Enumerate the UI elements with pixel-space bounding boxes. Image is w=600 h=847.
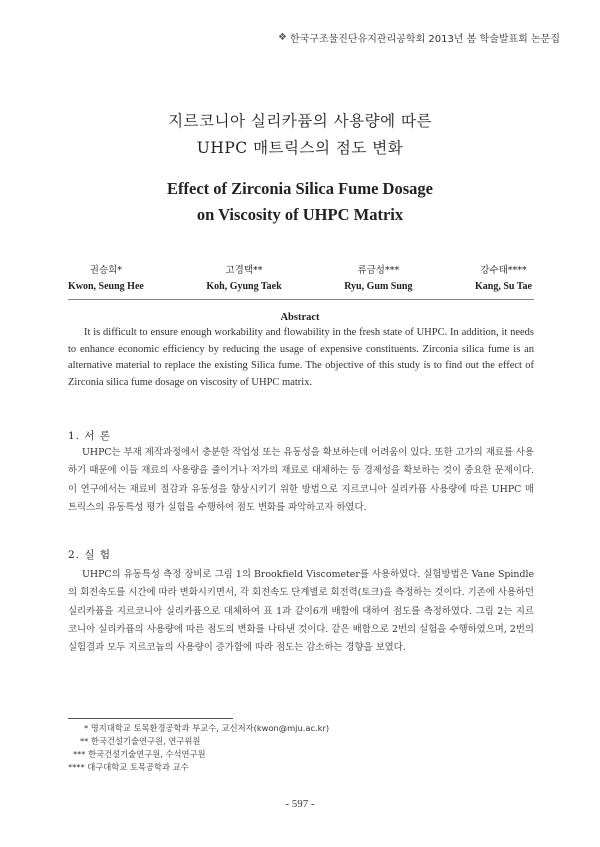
footnote: *** 한국건설기술연구원, 수석연구원 xyxy=(73,749,206,759)
footnote: ** 한국건설기술연구원, 연구위원 xyxy=(80,736,201,746)
author-korean-name: 강수태**** xyxy=(480,265,527,276)
page-number: - 597 - xyxy=(285,798,315,810)
section-text-introduction: UHPC는 부재 제작과정에서 충분한 작업성 또는 유동성을 확보하는데 어려움이 있다. 또한 고가의 재료를 사용하기 때문에 이들 재료의 사용량을 줄이거나 저가의 재료로 대체하는 등 경제성을 확보하는 것이 중요한 문제이다. 이 연구에서는 재료비 절감과 유동성을 향상시키기 위한 방법으로 지르코니아 실리카퓸 사용량에 따른 UHPC 매트릭스의 유동특성 평가 실험을 수행하여 점도 변화를 파악하고자 하였다. xyxy=(68,447,534,513)
author xyxy=(475,262,532,292)
section-heading-introduction: 1. 서 론 xyxy=(68,430,111,442)
footnote-divider xyxy=(68,718,233,719)
author-korean-name: 류금성*** xyxy=(357,265,400,276)
author xyxy=(344,262,412,292)
korean-title-line2: UHPC 매트릭스의 점도 변화 xyxy=(196,139,404,157)
journal-logo-icon: ❖ xyxy=(278,32,287,43)
korean-title xyxy=(0,108,600,162)
author-english-name: Kang, Su Tae xyxy=(475,281,532,292)
author xyxy=(206,262,281,292)
section-text-experiment: UHPC의 유동특성 측정 장비로 그림 1의 Brookfield Viscometer를 사용하였다. 실험방법은 Vane Spindle의 회전속도를 시간에 따라 변화시키면서, 각 회전속도 단계별로 회전력(토크)을 측정하는 것이다. 기존에 사용하던 실리카퓸을 지르코니아 실리카퓸으로 대체하여 표 1과 같이6개 배합에 대하여 점도를 측정하였다. 그림 2는 지르코니아 실리카퓸의 사용량에 따른 점도의 변화를 나타낸 것이다. 같은 배합으로 2번의 실험을 수행하였으며, 2번의 실험결과 모두 지르코늄의 사용량이 증가함에 따라 점도는 감소하는 경향을 보였다. xyxy=(68,569,534,654)
abstract-text: It is difficult to ensure enough workability and flowability in the fresh state of UHPC. In addition, it needs to enhance economic efficiency by reducing the usage of expensive constituents. Zirconia silica fume is an alternative material to replace the existing Silica fume. The objective of this study is to find out the effect of Zirconia silica fume dosage on viscosity of UHPC matrix. xyxy=(68,327,534,388)
author-korean-name: 고경택** xyxy=(225,265,263,276)
author-korean-name: 권승희* xyxy=(89,265,123,276)
journal-header xyxy=(278,30,560,45)
journal-name: 한국구조물진단유지관리공학회 2013년 봄 학술발표회 논문집 xyxy=(289,34,560,45)
korean-title-line1: 지르코니아 실리카퓸의 사용량에 따른 xyxy=(168,112,432,130)
abstract-heading: Abstract xyxy=(280,312,320,323)
author xyxy=(68,262,144,292)
english-title-line2: on Viscosity of UHPC Matrix xyxy=(196,205,404,224)
english-title xyxy=(0,176,600,228)
author-english-name: Kwon, Seung Hee xyxy=(68,281,144,292)
author-english-name: Ryu, Gum Sung xyxy=(344,281,413,292)
english-title-line1: Effect of Zirconia Silica Fume Dosage xyxy=(167,179,433,198)
footnote-list xyxy=(68,722,538,774)
footnote: * 명지대학교 토목환경공학과 부교수, 교신저자(kwon@mju.ac.kr) xyxy=(84,723,330,733)
footnote: **** 대구대학교 토목공학과 교수 xyxy=(68,762,189,772)
header-divider xyxy=(68,299,534,300)
section-heading-experiment: 2. 실 험 xyxy=(68,549,111,561)
author-list xyxy=(68,262,532,292)
author-english-name: Koh, Gyung Taek xyxy=(206,281,282,292)
